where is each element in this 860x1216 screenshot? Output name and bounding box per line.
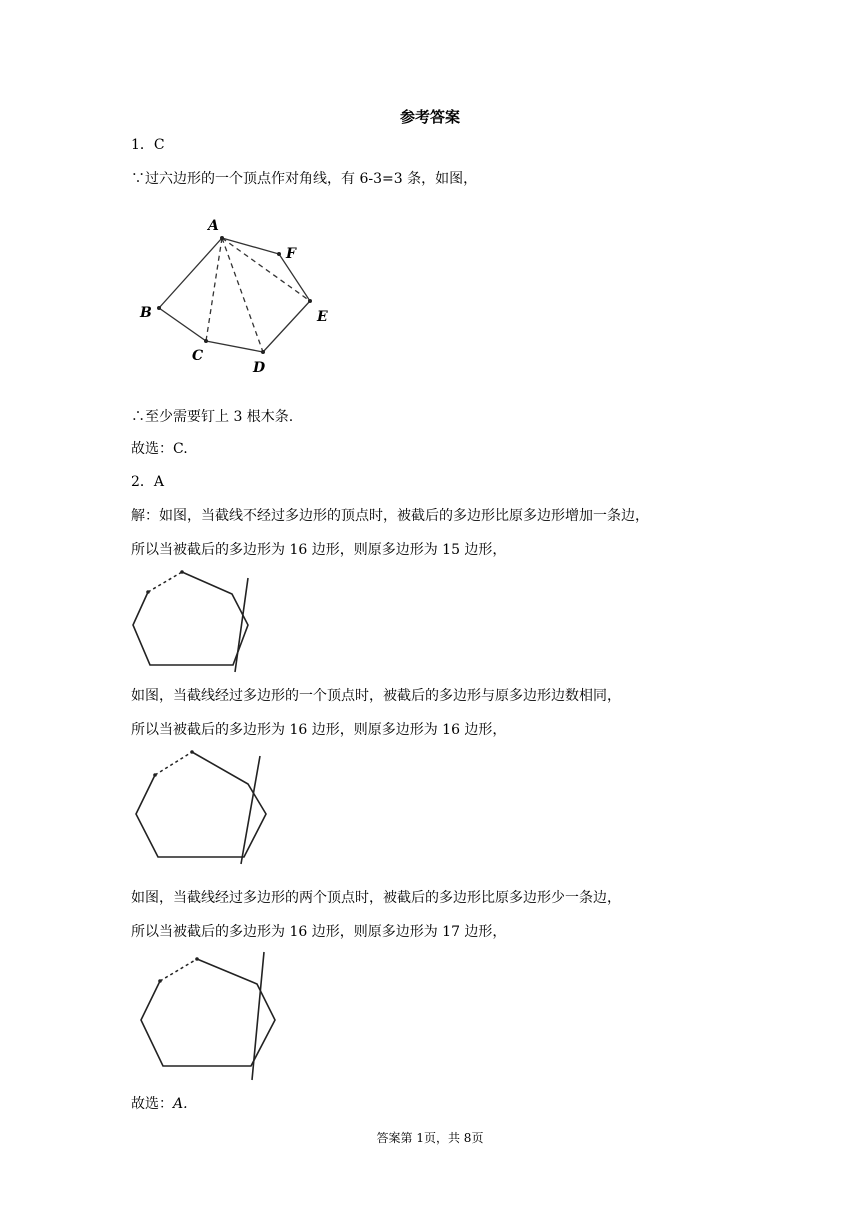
q1-choice: 故选：C. xyxy=(131,441,188,457)
q2-case3-text: 如图，当截线经过多边形的两个顶点时，被截后的多边形比原多边形少一条边， xyxy=(131,890,621,906)
diagonal-ad xyxy=(222,238,263,352)
vertex-label-c: C xyxy=(192,348,204,364)
vertex-label-a: A xyxy=(208,218,219,234)
polygon-cut-two-vertices-figure xyxy=(133,950,283,1084)
q2-case1-text: 解：如图，当截线不经过多边形的顶点时，被截后的多边形比原多边形增加一条边， xyxy=(131,508,649,524)
q1-explanation: ∵过六边形的一个顶点作对角线，有 6-3=3 条，如图， xyxy=(131,171,478,187)
q2-case2-result: 所以当被截后的多边形为 16 边形，则原多边形为 16 边形， xyxy=(131,722,507,738)
q2-answer: 2．A xyxy=(131,474,165,490)
q2-case2-text: 如图，当截线经过多边形的一个顶点时，被截后的多边形与原多边形边数相同， xyxy=(131,688,621,704)
q1-conclusion: ∴至少需要钉上 3 根木条. xyxy=(131,409,294,425)
page-footer: 答案第 1页，共 8页 xyxy=(376,1131,484,1145)
hexagon-diagonals-figure xyxy=(130,212,350,382)
vertex-label-d: D xyxy=(253,360,266,376)
q2-choice-letter: A. xyxy=(173,1096,188,1112)
q2-choice xyxy=(131,1094,188,1114)
q1-answer: 1．C xyxy=(131,137,165,153)
polygon-cut-one-vertex-figure xyxy=(127,750,272,868)
vertex-label-f: F xyxy=(286,246,296,262)
diagonal-ae xyxy=(222,238,310,301)
cut-line xyxy=(235,578,248,672)
q2-choice-prefix: 故选： xyxy=(131,1096,173,1112)
page-title: 参考答案 xyxy=(399,108,460,126)
polygon-cut-no-vertex-figure xyxy=(125,568,260,676)
cut-line xyxy=(241,756,260,864)
q2-case1-result: 所以当被截后的多边形为 16 边形，则原多边形为 15 边形， xyxy=(131,542,507,558)
q2-case3-result: 所以当被截后的多边形为 16 边形，则原多边形为 17 边形， xyxy=(131,924,507,940)
cut-line xyxy=(252,952,264,1080)
vertex-label-b: B xyxy=(140,305,152,321)
vertex-label-e: E xyxy=(317,309,328,325)
